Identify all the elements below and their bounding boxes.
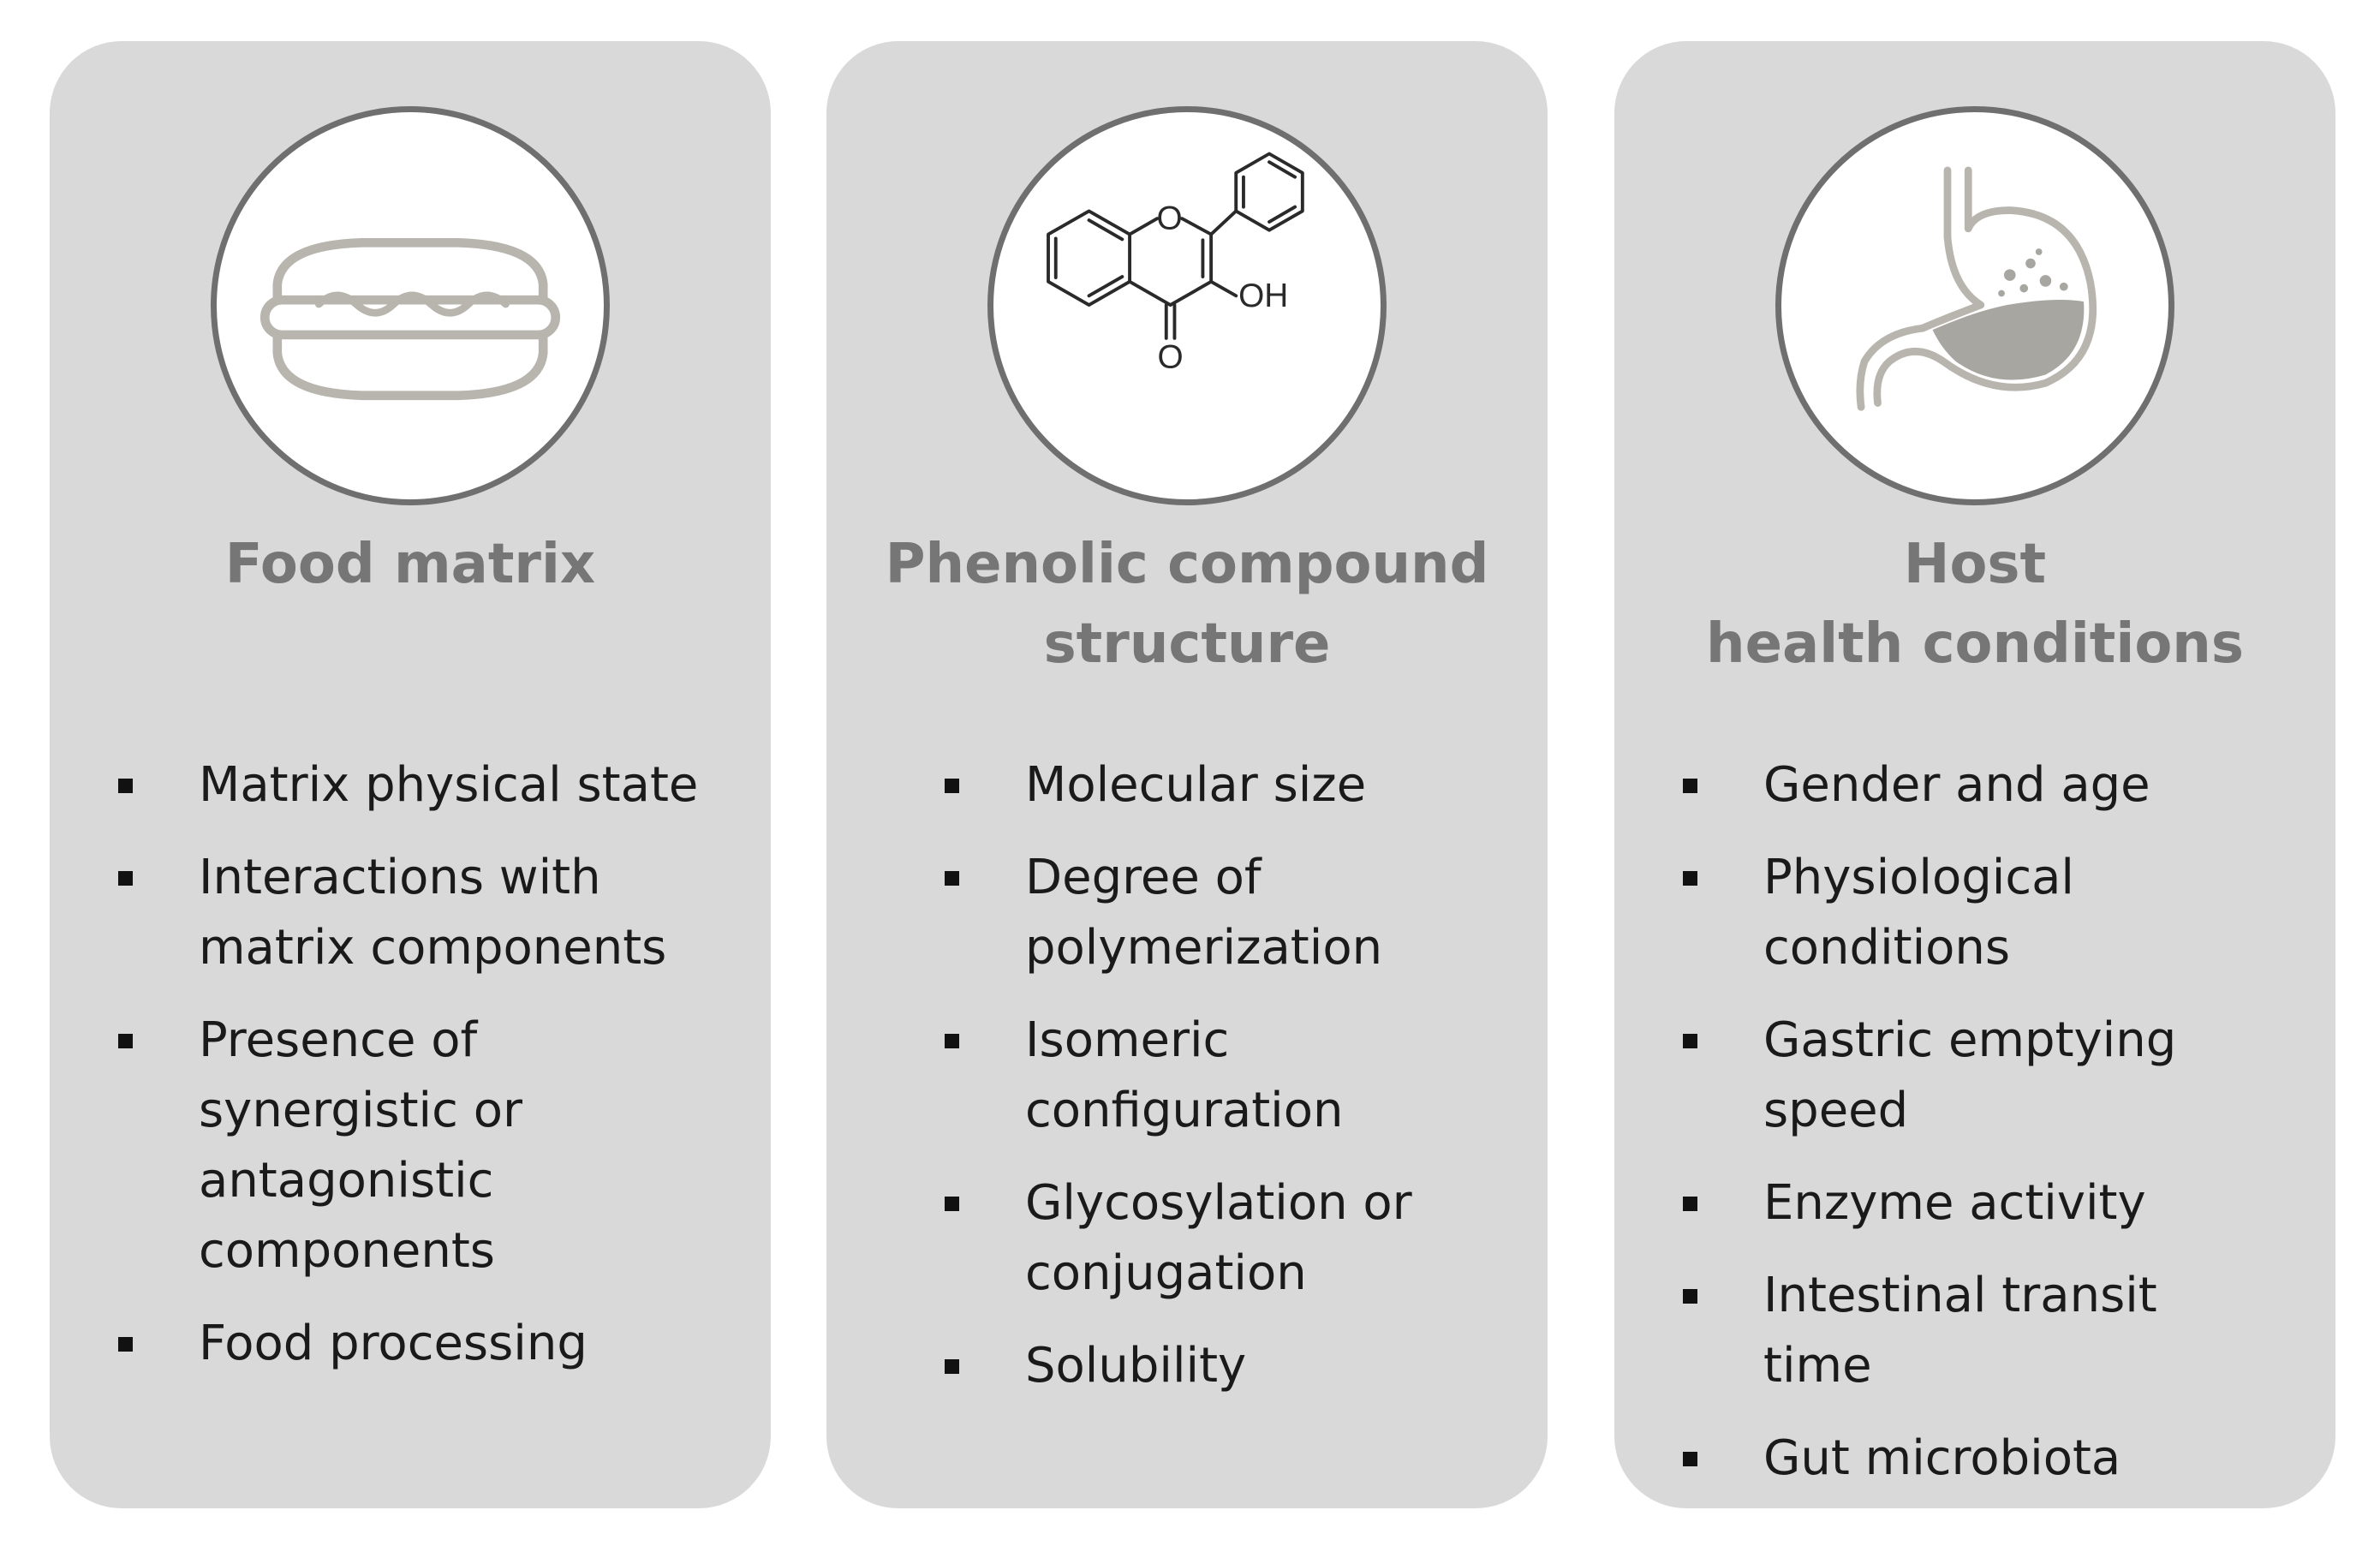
panel-title: Food matrix: [224, 533, 596, 596]
bullet-icon: [1683, 1289, 1697, 1304]
factor-list: [1025, 750, 1530, 1424]
list-item-text: Isomeric configuration: [1025, 1012, 1344, 1138]
bullet-icon: [1683, 779, 1697, 793]
list-item: [1025, 1331, 1530, 1401]
list-item-text: Gastric emptying speed: [1763, 1012, 2177, 1138]
flavonol-molecule-icon: [993, 112, 1381, 499]
bullet-icon: [1683, 1197, 1697, 1211]
list-item-text: Glycosylation or conjugation: [1025, 1175, 1412, 1301]
panel-host-health-conditions: [1614, 41, 2335, 1508]
list-item: [199, 750, 755, 821]
list-item-text: Enzyme activity: [1763, 1175, 2146, 1231]
list-item-text: Matrix physical state: [199, 757, 699, 813]
list-item: [199, 1006, 755, 1286]
list-item-text: Presence of synergistic or antagonistic components: [199, 1012, 522, 1279]
list-item: [1763, 1168, 2320, 1239]
bullet-icon: [945, 1197, 959, 1211]
bullet-icon: [945, 871, 959, 886]
stomach-icon: [1781, 112, 2168, 499]
list-item-text: Degree of polymerization: [1025, 850, 1383, 976]
panel-phenolic-compound-structure: [826, 41, 1548, 1508]
bullet-icon: [1683, 1452, 1697, 1466]
list-item: [1025, 843, 1530, 983]
bullet-icon: [118, 1034, 133, 1048]
list-item: [199, 1309, 755, 1379]
list-item-text: Gender and age: [1763, 757, 2150, 813]
list-item: [1763, 1261, 2320, 1401]
list-item: [1763, 1424, 2320, 1494]
icon-circle: [1775, 106, 2174, 505]
bullet-icon: [945, 1359, 959, 1374]
list-item: [1763, 843, 2320, 983]
list-item-text: Physiological conditions: [1763, 850, 2074, 976]
panel-food-matrix: [50, 41, 771, 1508]
list-item: [1763, 1006, 2320, 1146]
bullet-icon: [118, 871, 133, 886]
list-item-text: Gut microbiota: [1763, 1430, 2121, 1486]
bullet-icon: [1683, 871, 1697, 886]
factor-list: [199, 750, 755, 1401]
icon-circle: [211, 106, 610, 505]
list-item-text: Food processing: [199, 1316, 588, 1371]
hydroxyl-label: OH: [1238, 277, 1289, 314]
ring-oxygen-label: O: [1156, 200, 1183, 237]
list-item: [1025, 1006, 1530, 1146]
list-item-text: Intestinal transit time: [1763, 1268, 2157, 1394]
panel-title: Phenolic compound structure: [885, 533, 1489, 676]
list-item: [1025, 1168, 1530, 1309]
list-item: [1025, 750, 1530, 821]
bullet-icon: [945, 1034, 959, 1048]
bullet-icon: [1683, 1034, 1697, 1048]
list-item-text: Solubility: [1025, 1338, 1247, 1394]
bullet-icon: [118, 779, 133, 793]
list-item-text: Molecular size: [1025, 757, 1367, 813]
bullet-icon: [945, 779, 959, 793]
hot-dog-icon: [217, 112, 604, 499]
panel-title: Host health conditions: [1706, 533, 2244, 676]
bullet-icon: [118, 1337, 133, 1352]
icon-circle: [987, 106, 1387, 505]
list-item: [199, 843, 755, 983]
list-item-text: Interactions with matrix components: [199, 850, 667, 976]
list-item: [1763, 750, 2320, 821]
factor-list: [1763, 750, 2320, 1516]
carbonyl-oxygen-label: O: [1157, 338, 1184, 376]
